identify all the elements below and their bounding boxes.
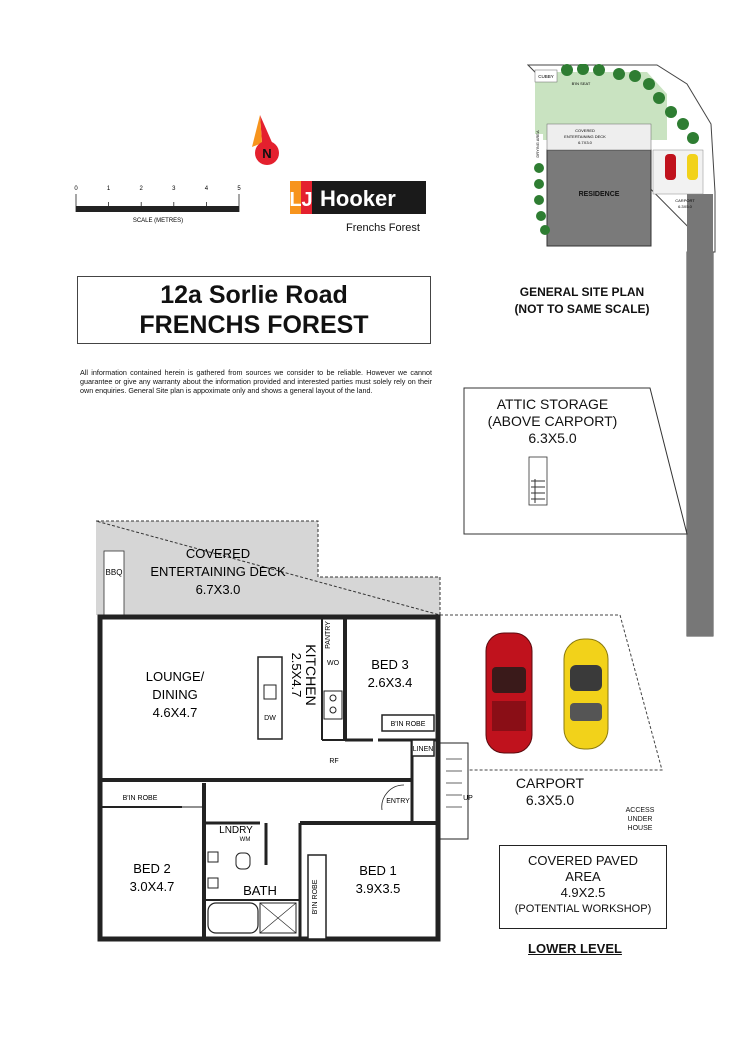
scale-tick: 3	[172, 186, 176, 192]
site-residence-label: RESIDENCE	[578, 191, 620, 198]
scale-tick: 5	[237, 186, 241, 192]
site-carport-label1: CARPORT	[675, 198, 695, 203]
address-line1: 12a Sorlie Road	[160, 281, 348, 309]
paved-line2: AREA	[565, 869, 601, 884]
disclaimer-text: All information contained herein is gathered from sources we consider to be reliable. However we cannot guarantee or give any warranty about the information provided and interested parties must solely rely on their own enquiries. General Site plan is appoximate only and shows a general layout of the land.	[80, 368, 432, 395]
paved-area-label	[499, 853, 667, 917]
site-plan-title	[490, 284, 674, 318]
bed2-size: 3.0X4.7	[129, 879, 175, 894]
bed3-robe-label: B'IN ROBE	[390, 721, 426, 728]
deck-label2: ENTERTAINING DECK	[150, 564, 286, 579]
logo-name: Hooker	[320, 186, 396, 211]
yellow-car-icon	[564, 639, 608, 749]
site-deck-label1: COVERED	[575, 128, 595, 133]
attic-label	[475, 396, 630, 447]
logo-mark: LJ	[290, 189, 313, 211]
site-plan-title-line2: (NOT TO SAME SCALE)	[514, 302, 650, 316]
bed2-label: BED 2	[133, 861, 171, 876]
deck-label1: COVERED	[185, 546, 251, 561]
wm-label: WM	[239, 837, 251, 843]
scale-tick: 1	[106, 186, 111, 192]
deck-label3: 6.7X3.0	[195, 582, 241, 597]
scale-bar	[70, 182, 250, 228]
address-box	[77, 276, 431, 344]
site-car-yellow	[687, 154, 698, 180]
bed3-size: 2.6X3.4	[367, 675, 413, 690]
carport-label	[500, 775, 600, 809]
scale-label: SCALE (METRES)	[132, 218, 184, 224]
north-arrow-icon	[248, 113, 284, 169]
bed1-label: BED 1	[359, 863, 397, 878]
brand-logo	[290, 181, 426, 214]
attic-line2: (ABOVE CARPORT)	[487, 413, 618, 429]
logo-graphic	[290, 181, 426, 214]
paved-line4: (POTENTIAL WORKSHOP)	[514, 903, 652, 915]
linen-label: LINEN	[412, 746, 434, 753]
bed2-robe-label: B'IN ROBE	[122, 795, 158, 802]
address-line2: FRENCHS FOREST	[139, 311, 369, 339]
access-line2: UNDER	[627, 816, 653, 823]
site-plan-title-line1: GENERAL SITE PLAN	[519, 285, 645, 299]
attic-line3: 6.3X5.0	[528, 430, 577, 446]
compass-letter: N	[262, 146, 272, 161]
access-line1: ACCESS	[625, 807, 655, 814]
site-bin-seat-label: B'IN SEAT	[571, 81, 591, 86]
pantry-label: PANTRY	[325, 621, 332, 649]
up-label: UP	[463, 795, 473, 802]
scale-tick: 2	[139, 186, 143, 192]
scale-tick: 0	[74, 186, 78, 192]
access-label	[612, 806, 668, 833]
entry-label: ENTRY	[386, 798, 410, 805]
level-label: LOWER LEVEL	[528, 941, 622, 956]
carport-line1: CARPORT	[515, 775, 585, 791]
site-car-red	[665, 154, 676, 180]
wo-label: WO	[326, 660, 340, 667]
site-carport-label2: 6.3X5.0	[678, 204, 692, 209]
paved-line1: COVERED PAVED	[527, 853, 639, 868]
site-deck-label2: ENTERTAINING DECK	[564, 134, 606, 139]
dw-label: DW	[264, 715, 276, 722]
site-drying-label: DRYING AREA	[535, 130, 540, 158]
lounge-label1: LOUNGE/	[145, 669, 205, 684]
bed1-size: 3.9X3.5	[355, 881, 401, 896]
access-line3: HOUSE	[627, 825, 653, 832]
site-cubby-label: CUBBY	[538, 74, 554, 79]
lounge-size: 4.6X4.7	[152, 705, 198, 720]
office-name: Frenchs Forest	[346, 222, 420, 234]
bath-label: BATH	[243, 883, 277, 898]
kitchen-label: KITCHEN	[303, 644, 319, 706]
attic-line1: ATTIC STORAGE	[496, 396, 609, 412]
rf-label: RF	[329, 758, 339, 765]
kitchen-size: 2.5X4.7	[289, 652, 304, 698]
scale-tick: 4	[204, 186, 209, 192]
site-deck-label3: 6.7X3.0	[578, 140, 592, 145]
bed1-robe-label: B'IN ROBE	[312, 879, 319, 915]
paved-line3: 4.9X2.5	[560, 885, 606, 900]
red-car-icon	[486, 633, 532, 753]
bbq-label: BBQ	[105, 568, 123, 577]
bed3-label: BED 3	[371, 657, 409, 672]
lounge-label2: DINING	[152, 687, 198, 702]
laundry-label: LNDRY	[219, 825, 253, 836]
carport-line2: 6.3X5.0	[525, 792, 575, 808]
